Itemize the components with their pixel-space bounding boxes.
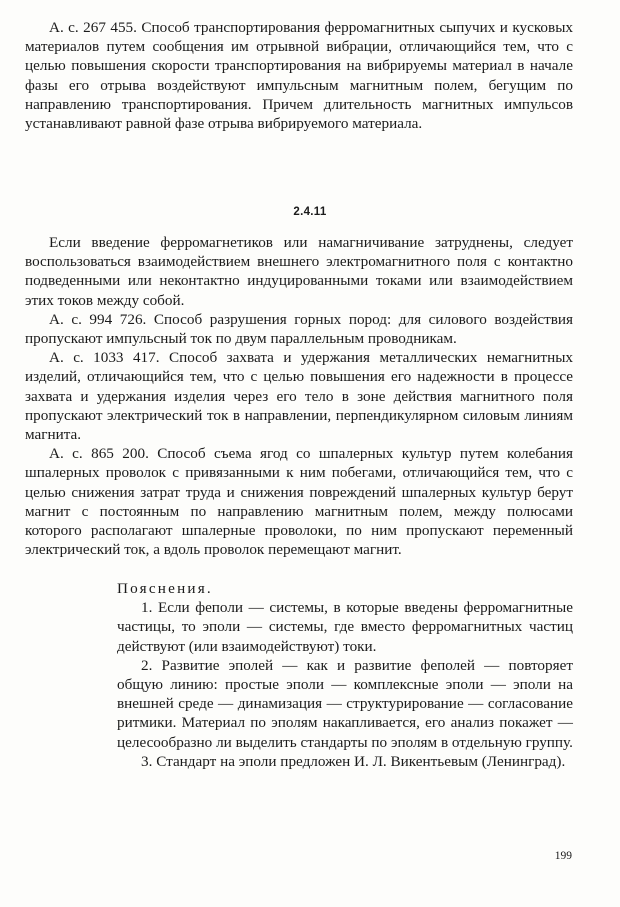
patent-paragraph: А. с. 994 726. Способ разрушения горных пород: для силового воздействия пропускают импульсный ток по двум параллельным проводникам. — [25, 310, 573, 348]
note-item: 1. Если феполи — системы, в которые введены ферромагнитные частицы, то эполи — системы, где вместо ферромагнитных частиц действуют (или взаимодействуют) токи. — [117, 599, 573, 655]
patent-paragraph: А. с. 865 200. Способ съема ягод со шпалерных культур путем колебания шпалерных проволок с привязанными к ним побегами, отличающийся тем, что с целью снижения затрат труда и снижения повреждений шпалерных культур берут магнит с постоянным по направлению магнитным полем, между полюсами которого располагают шпалерные проволоки, по ним пропускают переменный электрический ток, а вдоль проволок перемещают магнит. — [25, 445, 573, 559]
patent-paragraph: А. с. 1033 417. Способ захвата и удержания металлических немагнитных изделий, отличающийся тем, что с целью повышения его надежности в процессе захвата и удержания изделия через его тело в зоне действия магнитного поля пропускают электрический ток в направлении, перпендикулярном силовым линиям магнита. — [25, 349, 573, 444]
note-item: 3. Стандарт на эполи предложен И. Л. Викентьевым (Ленинград). — [141, 752, 566, 770]
top-section — [25, 18, 573, 133]
section-body — [25, 233, 573, 559]
patent-paragraph: А. с. 267 455. Способ транспортирования ферромагнитных сыпучих и кусковых материалов путем сообщения им отрывной вибрации, отличающийся тем, что с целью повышения скорости транспортирования на вибрируемы материал в начале фазы его отрыва воздействуют импульсным магнитным полем, бегущим по направлению транспортирования. Причем длительность магнитных импульсов устанавливают равной фазе отрыва вибрируемого материала. — [25, 19, 573, 133]
section-heading: 2.4.11 — [293, 206, 327, 218]
notes-block — [117, 579, 573, 771]
notes-title: Пояснения. — [117, 580, 213, 597]
note-item: 2. Развитие эполей — как и развитие феполей — повторяет общую линию: простые эполи — комплексные эполи — эполи на внешней среде — динамизация — структурирование — согласование ритмики. Материал по эполям накапливается, его анализ покажет — целесообразно ли выделить стандарты по эполям в отдельную группу. — [117, 656, 573, 751]
page-number: 199 — [554, 850, 572, 862]
intro-paragraph: Если введение ферромагнетиков или намагничивание затруднены, следует воспользоваться взаимодействием внешнего электромагнитного поля с контактно подведенными или неконтактно индуцированными токами или взаимодействием этих токов между собой. — [25, 234, 573, 309]
